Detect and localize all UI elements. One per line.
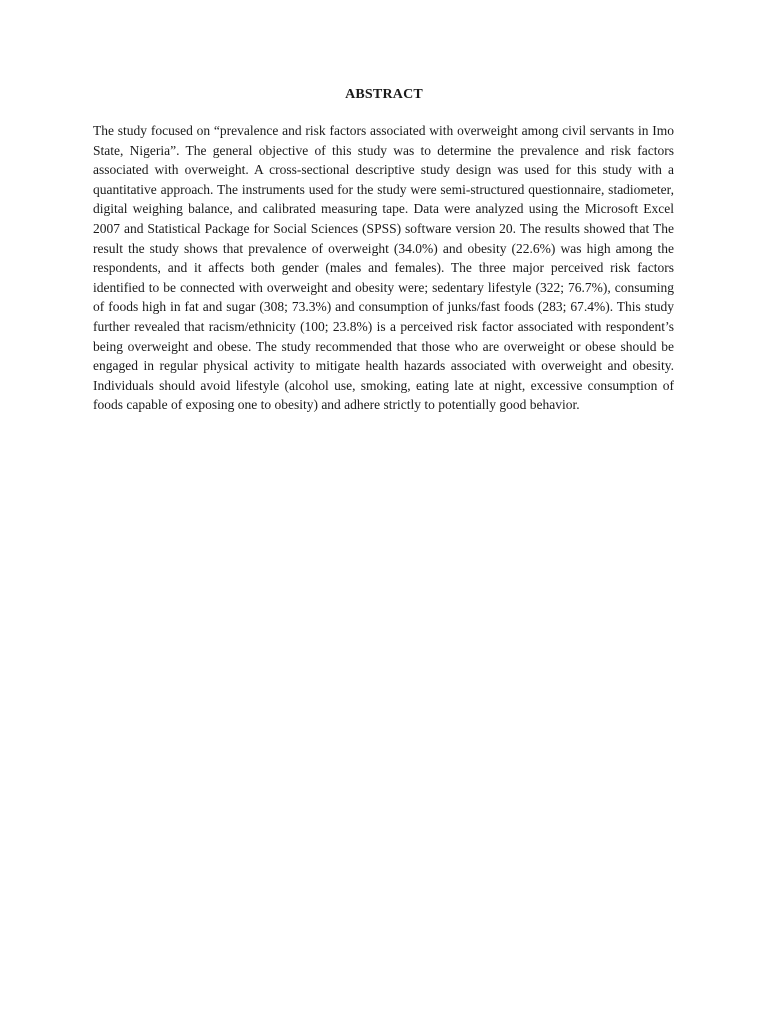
- abstract-heading: ABSTRACT: [345, 87, 423, 102]
- abstract-paragraph: The study focused on “prevalence and risk factors associated with overweight among civil servants in Imo State, Nigeria”. The general objective of this study was to determine the prevalence and risk factors associated with overweight. A cross-sectional descriptive study design was used for this study with a quantitative approach. The instruments used for the study were semi-structured questionnaire, stadiometer, digital weighing balance, and calibrated measuring tape. Data were analyzed using the Microsoft Excel 2007 and Statistical Package for Social Sciences (SPSS) software version 20. The results showed that The result the study shows that prevalence of overweight (34.0%) and obesity (22.6%) was high among the respondents, and it affects both gender (males and females). The three major perceived risk factors identified to be connected with overweight and obesity were; sedentary lifestyle (322; 76.7%), consuming of foods high in fat and sugar (308; 73.3%) and consumption of junks/fast foods (283; 67.4%). This study further revealed that racism/ethnicity (100; 23.8%) is a perceived risk factor associated with respondent’s being overweight and obese. The study recommended that those who are overweight or obese should be engaged in regular physical activity to mitigate health hazards associated with overweight and obesity. Individuals should avoid lifestyle (alcohol use, smoking, eating late at night, excessive consumption of foods capable of exposing one to obesity) and adhere strictly to potentially good behavior.: [93, 123, 674, 413]
